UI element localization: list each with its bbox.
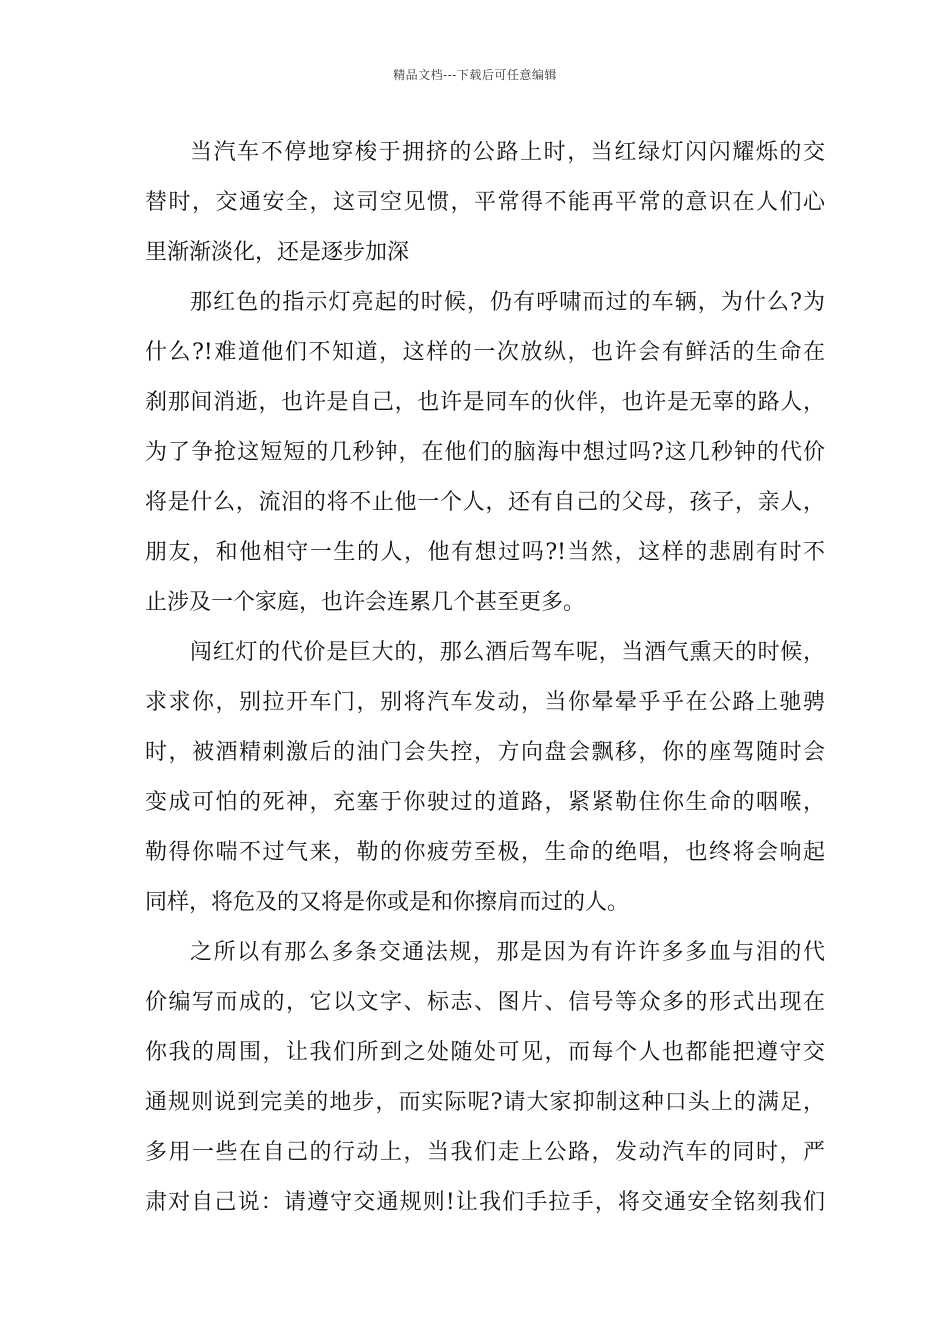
- text-line: 闯红灯的代价是巨大的，那么酒后驾车呢，当酒气熏天的时候，: [190, 640, 825, 665]
- text-line: 刹那间消逝，也许是自己，也许是同车的伙伴，也许是无辜的路人，: [145, 390, 825, 415]
- text-line: 里渐渐淡化，还是逐步加深: [145, 240, 410, 265]
- page-header: 精品文档---下载后可任意编辑: [393, 68, 557, 82]
- text-line: 时，被酒精刺激后的油门会失控，方向盘会飘移，你的座驾随时会: [145, 740, 825, 765]
- document-body: [145, 128, 825, 1228]
- text-line: 什么?!难道他们不知道，这样的一次放纵，也许会有鲜活的生命在: [145, 340, 825, 365]
- text-line: 价编写而成的，它以文字、标志、图片、信号等众多的形式出现在: [145, 990, 825, 1015]
- text-line: 替时，交通安全，这司空见惯，平常得不能再平常的意识在人们心: [145, 190, 825, 215]
- text-line: 朋友，和他相守一生的人，他有想过吗?!当然，这样的悲剧有时不: [145, 540, 825, 565]
- text-line: 将是什么，流泪的将不止他一个人，还有自己的父母，孩子，亲人，: [145, 490, 825, 515]
- text-line: 之所以有那么多条交通法规，那是因为有许许多多血与泪的代: [190, 940, 825, 965]
- text-line: 同样，将危及的又将是你或是和你擦肩而过的人。: [145, 890, 630, 915]
- text-line: 止涉及一个家庭，也许会连累几个甚至更多。: [145, 590, 586, 615]
- text-line: 通规则说到完美的地步，而实际呢?请大家抑制这种口头上的满足，: [145, 1090, 825, 1115]
- text-line: 肃对自己说：请遵守交通规则!让我们手拉手，将交通安全铭刻我们: [145, 1190, 825, 1215]
- text-line: 变成可怕的死神，充塞于你驶过的道路，紧紧勒住你生命的咽喉，: [145, 790, 825, 815]
- text-line: 你我的周围，让我们所到之处随处可见，而每个人也都能把遵守交: [145, 1040, 825, 1065]
- text-line: 求求你，别拉开车门，别将汽车发动，当你晕晕乎乎在公路上驰骋: [145, 690, 825, 715]
- text-line: 勒得你喘不过气来，勒的你疲劳至极，生命的绝唱，也终将会响起: [145, 840, 825, 865]
- text-line: 多用一些在自己的行动上，当我们走上公路，发动汽车的同时，严: [145, 1140, 825, 1165]
- text-line: 那红色的指示灯亮起的时候，仍有呼啸而过的车辆，为什么?为: [190, 290, 825, 315]
- text-line: 当汽车不停地穿梭于拥挤的公路上时，当红绿灯闪闪耀烁的交: [190, 140, 825, 165]
- text-line: 为了争抢这短短的几秒钟，在他们的脑海中想过吗?这几秒钟的代价: [145, 440, 825, 465]
